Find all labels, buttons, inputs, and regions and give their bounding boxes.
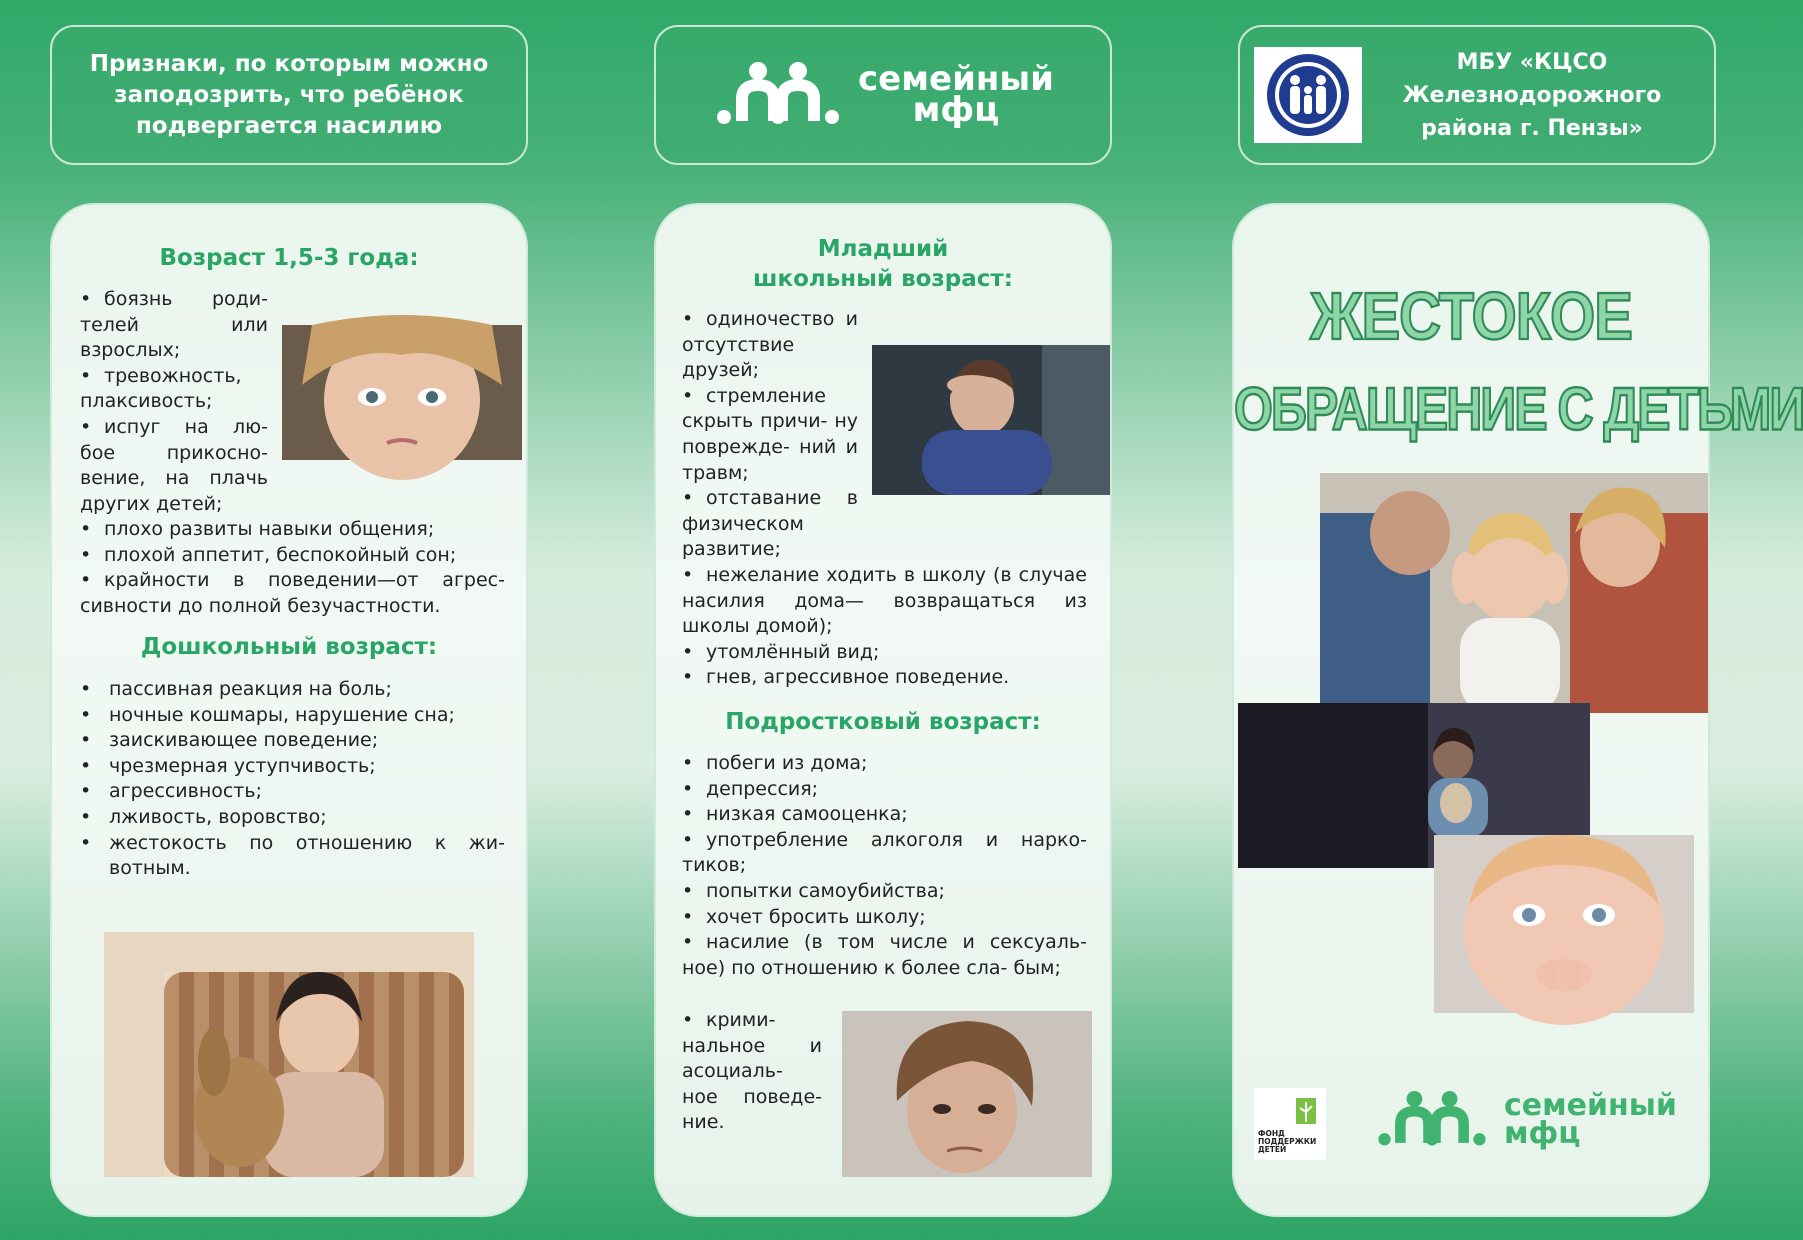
fund-tree-icon — [1258, 1092, 1322, 1126]
list-item: • чрезмерная уступчивость; — [80, 754, 505, 780]
mfc-logo-line1: семейный — [858, 58, 1054, 99]
fund-logo-text: ФОНД ПОДДЕРЖКИ ДЕТЕЙ — [1258, 1129, 1317, 1154]
list-item: • заискивающее поведение; — [80, 728, 505, 754]
cover-title-line2: ОБРАЩЕНИЕ С ДЕТЬМИ — [1234, 375, 1803, 443]
header-right-box — [1238, 25, 1716, 165]
header-left-box — [50, 25, 528, 165]
list-item: • тревожность, плаксивость; — [80, 364, 268, 415]
list-item: • агрессивность; — [80, 779, 505, 805]
parents-shouting-photo — [1320, 473, 1708, 713]
girl-with-toy-photo — [104, 932, 474, 1177]
list-item: • плохой аппетит, беспокойный сон; — [80, 543, 505, 569]
list-item: • пассивная реакция на боль; — [80, 677, 505, 703]
mfc-logo-line2: мфц — [912, 90, 1000, 130]
junior-school-list-short — [682, 307, 858, 563]
age-1-5-3-list-short — [80, 287, 268, 517]
age-1-5-3-title: Возраст 1,5-3 года: — [159, 245, 419, 271]
teen-title: Подростковый возраст: — [725, 709, 1041, 735]
list-item: • употребление алкоголя и нарко- тиков; — [682, 828, 1087, 879]
mfc-logo-header — [712, 58, 1054, 130]
crying-toddler-photo — [1434, 835, 1694, 1013]
list-item: • утомлённый вид; — [682, 640, 1087, 666]
mfc-logo-icon — [1374, 1085, 1490, 1155]
junior-school-title: Младший школьный возраст: — [753, 236, 1013, 292]
list-item: • низкая самооценка; — [682, 802, 1087, 828]
list-item: • отставание в физическом развитие; — [682, 486, 858, 563]
kcso-emblem — [1254, 47, 1362, 143]
list-item: • плохо развиты навыки общения; — [80, 517, 505, 543]
junior-school-list-long — [682, 563, 1087, 691]
list-item: • депрессия; — [682, 777, 1087, 803]
mfc-logo-icon — [712, 61, 844, 129]
list-item: • одиночество и отсутствие друзей; — [682, 307, 858, 384]
preschool-list — [80, 677, 505, 882]
list-item: • стремление скрыть причи- ну поврежде- ний и травм; — [682, 384, 858, 486]
list-item: • насилие (в том числе и сексуаль- ное) по отношению к более сла- бым; — [682, 930, 1087, 981]
list-item: • ночные кошмары, нарушение сна; — [80, 703, 505, 729]
teen-list-last — [682, 1008, 822, 1136]
list-item: • жестокость по отношению к жи- вотным. — [80, 831, 505, 882]
preschool-title: Дошкольный возраст: — [140, 634, 438, 660]
age-1-5-3-list-long — [80, 517, 505, 619]
crying-girl-photo — [282, 325, 522, 460]
header-left-text: Признаки, по которым можно заподозрить, что ребёнок подвергается насилию — [89, 50, 489, 139]
header-center-box — [654, 25, 1112, 165]
list-item: • гнев, агрессивное поведение. — [682, 665, 1087, 691]
list-item: • хочет бросить школу; — [682, 905, 1087, 931]
panel-right — [1232, 203, 1803, 1217]
mfc-logo-line1: семейный — [1504, 1088, 1677, 1124]
mfc-logo-line2: мфц — [1504, 1116, 1581, 1151]
list-item: • лживость, воровство; — [80, 805, 505, 831]
sad-boy-photo — [872, 345, 1110, 495]
list-item: • боязнь роди- телей или взрослых; — [80, 287, 268, 364]
list-item: • испуг на лю- бое прикосно- вение, на плачь других детей; — [80, 415, 268, 517]
fund-logo — [1254, 1088, 1326, 1160]
list-item: • нежелание ходить в школу (в случае насилия дома— возвращаться из школы домой); — [682, 563, 1087, 640]
list-item: • побеги из дома; — [682, 751, 1087, 777]
list-item: • крайности в поведении—от агрес- сивности до полной безучастности. — [80, 568, 505, 619]
teen-list — [682, 751, 1087, 981]
header-right-text: МБУ «КЦСО Железнодорожного района г. Пензы» — [1402, 49, 1662, 141]
list-item: • попытки самоубийства; — [682, 879, 1087, 905]
cover-title-line1: ЖЕСТОКОЕ — [1310, 279, 1632, 354]
angry-teen-photo — [842, 1011, 1092, 1177]
mfc-logo-footer — [1374, 1085, 1677, 1155]
family-emblem-icon — [1265, 52, 1351, 138]
list-item: • крими- нальное и асоциаль- ное поведе- ние. — [682, 1008, 822, 1136]
panel-left — [50, 203, 528, 1217]
panel-center — [654, 203, 1112, 1217]
